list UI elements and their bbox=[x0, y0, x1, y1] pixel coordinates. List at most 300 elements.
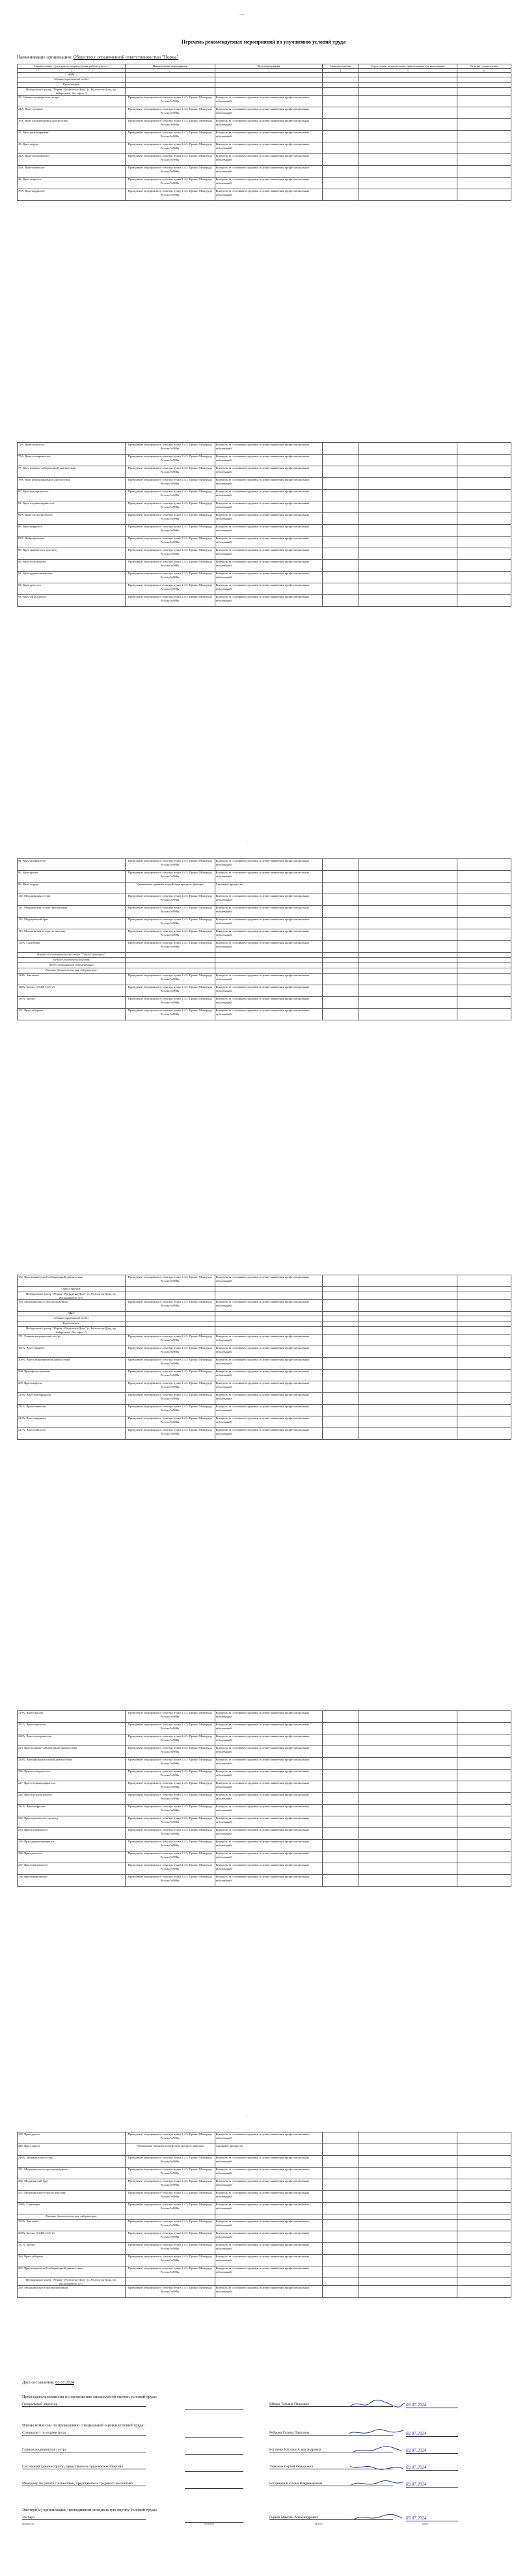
table-row bbox=[18, 1393, 511, 1405]
empty-cell bbox=[457, 958, 511, 963]
workplace-cell: 210А. Врач-эндокринолог bbox=[18, 1393, 126, 1405]
deadline-cell bbox=[323, 1734, 358, 1746]
empty-cell bbox=[125, 1292, 215, 1300]
empty-cell bbox=[215, 73, 323, 77]
department-cell bbox=[358, 548, 457, 560]
workplace-cell: 211А. Врач-гинеколог bbox=[18, 1405, 126, 1416]
measures-table bbox=[17, 858, 511, 1020]
department-cell bbox=[358, 883, 457, 894]
subdivision-row bbox=[18, 77, 511, 83]
status-cell bbox=[457, 1723, 511, 1734]
workplace-cell: 39А. Врач ультразвуковой диагностики bbox=[18, 119, 126, 131]
table-row bbox=[18, 96, 511, 107]
deadline-cell bbox=[323, 1793, 358, 1805]
table-row bbox=[18, 548, 511, 560]
signer-role: Генеральный директор bbox=[22, 2402, 146, 2407]
goal-cell: Контроль за состоянием здоровья и целью выявления профессиональных заболеваний bbox=[215, 906, 323, 918]
measures-table bbox=[17, 1710, 511, 1887]
signer-role: Специалист по охране труда bbox=[22, 2431, 146, 2436]
goal-cell: Контроль за состоянием здоровья и целью выявления профессиональных заболеваний bbox=[215, 2286, 323, 2298]
goal-cell: Контроль за состоянием здоровья и целью выявления профессиональных заболеваний bbox=[215, 96, 323, 107]
status-cell bbox=[457, 1370, 511, 1381]
signer-date: 03.07.2024 bbox=[406, 2448, 458, 2454]
table-row bbox=[18, 1381, 511, 1393]
deadline-cell bbox=[323, 906, 358, 918]
status-cell bbox=[457, 941, 511, 953]
department-cell bbox=[358, 941, 457, 953]
deadline-cell bbox=[323, 941, 358, 953]
deadline-cell bbox=[323, 2156, 358, 2168]
subdivision-name: Отдел продаж bbox=[18, 1287, 126, 1292]
measure-cell: Проведение медицинского осмотра пункт 2.4.3. Приказ Минтруда России №988н bbox=[125, 2220, 215, 2231]
deadline-cell bbox=[323, 1300, 358, 1312]
department-cell bbox=[358, 2243, 457, 2255]
table-row bbox=[18, 2132, 511, 2144]
measure-cell: Проведение медицинского осмотра пункт 2.4.3. Приказ Минтруда России №988н bbox=[125, 1405, 215, 1416]
table-row bbox=[18, 883, 511, 894]
empty-cell bbox=[457, 1327, 511, 1334]
measure-cell: Проведение медицинского осмотра пункт 2.4.3. Приказ Минтруда России №988н bbox=[125, 2191, 215, 2203]
goal-cell: Контроль за состоянием здоровья и целью выявления профессиональных заболеваний bbox=[215, 2243, 323, 2255]
empty-cell bbox=[457, 1287, 511, 1292]
empty-cell bbox=[125, 953, 215, 958]
page-mark: · bbox=[246, 2114, 248, 2120]
department-cell bbox=[358, 2255, 457, 2266]
empty-cell bbox=[358, 2278, 457, 2286]
department-cell bbox=[358, 166, 457, 178]
workplace-cell: 75А. Врач-отоларинголог bbox=[18, 455, 126, 466]
workplace-cell: 95. Врач-уролог bbox=[18, 871, 126, 883]
table-row bbox=[18, 2191, 511, 2203]
deadline-cell bbox=[323, 2266, 358, 2278]
goal-cell: Контроль за состоянием здоровья и целью выявления профессиональных заболеваний bbox=[215, 490, 323, 501]
column-header: Цель мероприятия bbox=[215, 64, 323, 69]
goal-cell: Контроль за состоянием здоровья и целью выявления профессиональных заболеваний bbox=[215, 1393, 323, 1405]
goal-cell: Контроль за состоянием здоровья и целью выявления профессиональных заболеваний bbox=[215, 119, 323, 131]
department-cell bbox=[358, 1734, 457, 1746]
signature-line bbox=[185, 2482, 243, 2489]
signer-date: 03.07.2024 bbox=[406, 2465, 458, 2471]
subdivision-row bbox=[18, 1287, 511, 1292]
empty-cell bbox=[323, 88, 358, 96]
empty-cell bbox=[358, 963, 457, 968]
status-cell bbox=[457, 2132, 511, 2144]
deadline-cell bbox=[323, 166, 358, 178]
document-title: Перечень рекомендуемых мероприятий по улучшению условий труда bbox=[181, 39, 346, 45]
empty-cell bbox=[215, 1321, 323, 1327]
empty-cell bbox=[215, 963, 323, 968]
signature-line bbox=[185, 2448, 243, 2455]
goal-cell: Контроль за состоянием здоровья и целью выявления профессиональных заболеваний bbox=[215, 2132, 323, 2144]
signature-line bbox=[185, 2431, 243, 2438]
department-cell bbox=[358, 119, 457, 131]
table-row bbox=[18, 490, 511, 501]
status-cell bbox=[457, 1393, 511, 1405]
goal-cell: Контроль за состоянием здоровья и целью выявления профессиональных заболеваний bbox=[215, 154, 323, 166]
subdivision-name: Административный отдел bbox=[18, 77, 126, 83]
measures-table bbox=[17, 64, 511, 201]
deadline-cell bbox=[323, 1805, 358, 1816]
measure-cell: Проведение медицинского осмотра пункт 2.4.3. Приказ Минтруда России №988н bbox=[125, 859, 215, 871]
measure-cell: Проведение медицинского осмотра пункт 2.4.3. Приказ Минтруда России №988н bbox=[125, 1358, 215, 1370]
empty-cell bbox=[457, 83, 511, 88]
department-cell bbox=[358, 131, 457, 142]
table-row bbox=[18, 1828, 511, 1840]
column-header: Отметка о выполнении bbox=[457, 64, 511, 69]
table-row bbox=[18, 525, 511, 537]
measure-cell: Проведение медицинского осмотра пункт 2.4.3. Приказ Минтруда России №988н bbox=[125, 166, 215, 178]
deadline-cell bbox=[323, 1370, 358, 1381]
goal-cell: Контроль за состоянием здоровья и целью выявления профессиональных заболеваний bbox=[215, 997, 323, 1009]
workplace-cell: 88. Врач травматолог-ортопед bbox=[18, 548, 126, 560]
status-cell bbox=[457, 1346, 511, 1358]
workplace-cell: 213А. Врач-кардиолог bbox=[18, 1416, 126, 1428]
deadline-cell bbox=[323, 595, 358, 607]
department-cell bbox=[358, 1816, 457, 1828]
status-cell bbox=[457, 1781, 511, 1793]
department-cell bbox=[358, 466, 457, 478]
department-cell bbox=[358, 478, 457, 490]
signer-name: Богданова Наталья Владимировна bbox=[269, 2482, 393, 2486]
department-cell bbox=[358, 1840, 457, 1852]
table-row bbox=[18, 178, 511, 189]
empty-cell bbox=[358, 1327, 457, 1334]
subdivision-name: Клинико-диагностическая лаборатория bbox=[18, 968, 126, 974]
status-cell bbox=[457, 131, 511, 142]
goal-cell: Контроль за состоянием здоровья и целью выявления профессиональных заболеваний bbox=[215, 2203, 323, 2214]
subdivision-row bbox=[18, 1327, 511, 1334]
measure-cell: Проведение медицинского осмотра пункт 2.4.3. Приказ Минтруда России №988н bbox=[125, 490, 215, 501]
department-cell bbox=[358, 2179, 457, 2191]
goal-cell: Контроль за состоянием здоровья и целью выявления профессиональных заболеваний bbox=[215, 859, 323, 871]
signer-role: Системный администратор, представитель трудового коллектива bbox=[22, 2465, 146, 2469]
goal-cell: Контроль за состоянием здоровья и целью выявления профессиональных заболеваний bbox=[215, 1734, 323, 1746]
deadline-cell bbox=[323, 2286, 358, 2298]
goal-cell: Контроль за состоянием здоровья и целью выявления профессиональных заболеваний bbox=[215, 2156, 323, 2168]
department-cell bbox=[358, 859, 457, 871]
goal-cell: Снижение вредности bbox=[215, 883, 323, 894]
empty-cell bbox=[358, 83, 457, 88]
status-cell bbox=[457, 929, 511, 941]
goal-cell: Контроль за состоянием здоровья и целью выявления профессиональных заболеваний bbox=[215, 1358, 323, 1370]
subdivision-name: Научно-исследовательский отдел "Точное медицина" bbox=[18, 953, 126, 958]
table-row bbox=[18, 2220, 511, 2231]
goal-cell: Контроль за состоянием здоровья и целью выявления профессиональных заболеваний bbox=[215, 131, 323, 142]
subdivision-row bbox=[18, 88, 511, 96]
table-row bbox=[18, 2203, 511, 2214]
status-cell bbox=[457, 1793, 511, 1805]
empty-cell bbox=[323, 2278, 358, 2286]
empty-cell bbox=[125, 73, 215, 77]
deadline-cell bbox=[323, 1334, 358, 1346]
table-row bbox=[18, 2243, 511, 2255]
workplace-cell: 80. Врач-колопроктолог bbox=[18, 490, 126, 501]
goal-cell: Контроль за состоянием здоровья и целью выявления профессиональных заболеваний bbox=[215, 595, 323, 607]
status-cell bbox=[457, 1711, 511, 1723]
member-signature-row bbox=[22, 2448, 517, 2458]
goal-cell: Контроль за состоянием здоровья и целью выявления профессиональных заболеваний bbox=[215, 1428, 323, 1440]
department-cell bbox=[358, 1805, 457, 1816]
workplace-cell: 81. Врач-оториноларинголог bbox=[18, 501, 126, 513]
deadline-cell bbox=[323, 929, 358, 941]
status-cell bbox=[457, 560, 511, 572]
status-cell bbox=[457, 2220, 511, 2231]
empty-cell bbox=[215, 953, 323, 958]
workplace-cell: 96. Врач-хирург bbox=[18, 883, 126, 894]
date-label: Дата составления: bbox=[22, 2380, 55, 2385]
subdivision-row bbox=[18, 958, 511, 963]
status-cell bbox=[457, 1734, 511, 1746]
status-cell bbox=[457, 1852, 511, 1863]
status-cell bbox=[457, 154, 511, 166]
status-cell bbox=[457, 119, 511, 131]
department-cell bbox=[358, 142, 457, 154]
goal-cell: Контроль за состоянием здоровья и целью выявления профессиональных заболеваний bbox=[215, 501, 323, 513]
department-cell bbox=[358, 2286, 457, 2298]
page-6 bbox=[5, 2107, 522, 2576]
status-cell bbox=[457, 455, 511, 466]
measure-cell: Проведение медицинского осмотра пункт 2.4.3. Приказ Минтруда России №988н bbox=[125, 548, 215, 560]
empty-cell bbox=[457, 2214, 511, 2220]
empty-cell bbox=[125, 958, 215, 963]
department-cell bbox=[358, 154, 457, 166]
status-cell bbox=[457, 2203, 511, 2214]
department-cell bbox=[358, 997, 457, 1009]
department-cell bbox=[358, 985, 457, 997]
measure-cell: Проведение медицинского осмотра пункт 2.4.3. Приказ Минтруда России №988н bbox=[125, 1793, 215, 1805]
table-row bbox=[18, 154, 511, 166]
status-cell bbox=[457, 1416, 511, 1428]
deadline-cell bbox=[323, 2243, 358, 2255]
goal-cell: Контроль за состоянием здоровья и целью выявления профессиональных заболеваний bbox=[215, 583, 323, 595]
status-cell bbox=[457, 2243, 511, 2255]
table-row bbox=[18, 997, 511, 1009]
table-row bbox=[18, 1863, 511, 1875]
subdivision-name: Медико-генетический центр bbox=[18, 958, 126, 963]
goal-cell: Контроль за состоянием здоровья и целью выявления профессиональных заболеваний bbox=[215, 1009, 323, 1020]
table-row bbox=[18, 1275, 511, 1287]
goal-cell: Контроль за состоянием здоровья и целью выявления профессиональных заболеваний bbox=[215, 1405, 323, 1416]
measure-cell: Проведение медицинского осмотра пункт 2.4.3. Приказ Минтруда России №988н bbox=[125, 1370, 215, 1381]
empty-cell bbox=[125, 2278, 215, 2286]
department-cell bbox=[358, 906, 457, 918]
empty-cell bbox=[323, 2214, 358, 2220]
workplace-cell: 92. Врач-диетолог bbox=[18, 583, 126, 595]
goal-cell: Контроль за состоянием здоровья и целью выявления профессиональных заболеваний bbox=[215, 1793, 323, 1805]
table-row bbox=[18, 1416, 511, 1428]
section-header: АХЧ bbox=[18, 73, 126, 77]
goal-cell: Контроль за состоянием здоровья и целью выявления профессиональных заболеваний bbox=[215, 1758, 323, 1770]
measure-cell: Проведение медицинского осмотра пункт 2.4.3. Приказ Минтруда России №988н bbox=[125, 537, 215, 548]
chair-label: Председатель комиссии по проведению специальной оценки условий труда: bbox=[22, 2395, 157, 2399]
deadline-cell bbox=[323, 548, 358, 560]
status-cell bbox=[457, 525, 511, 537]
status-cell bbox=[457, 537, 511, 548]
status-cell bbox=[457, 2231, 511, 2243]
status-cell bbox=[457, 478, 511, 490]
deadline-cell bbox=[323, 119, 358, 131]
status-cell bbox=[457, 1863, 511, 1875]
signature-block bbox=[22, 2380, 517, 2569]
table-row bbox=[18, 595, 511, 607]
goal-cell: Контроль за состоянием здоровья и целью выявления профессиональных заболеваний bbox=[215, 478, 323, 490]
table-row bbox=[18, 2286, 511, 2298]
goal-cell: Контроль за состоянием здоровья и целью выявления профессиональных заболеваний bbox=[215, 107, 323, 119]
department-cell bbox=[358, 1300, 457, 1312]
deadline-cell bbox=[323, 525, 358, 537]
measures-table bbox=[17, 442, 511, 607]
measure-cell: Проведение медицинского осмотра пункт 2.4.3. Приказ Минтруда России №988н bbox=[125, 1852, 215, 1863]
empty-cell bbox=[457, 1316, 511, 1321]
goal-cell: Контроль за состоянием здоровья и целью выявления профессиональных заболеваний bbox=[215, 525, 323, 537]
workplace-cell: 87А. Нейрофизиолог bbox=[18, 537, 126, 548]
department-cell bbox=[358, 96, 457, 107]
subdivision-name: Медицинский центр "Норма - Ростов-на-Дону" (г. Ростов-на-Дону, пр. Задорожня, 25е, офис 1) bbox=[18, 88, 126, 96]
expert-label: Эксперт(ы) организации, проводившей специальную оценку условий труда: bbox=[22, 2508, 157, 2512]
goal-cell: Контроль за состоянием здоровья и целью выявления профессиональных заболеваний bbox=[215, 1746, 323, 1758]
caption-role: (должность) bbox=[22, 2523, 34, 2525]
workplace-cell: 23. Главная медицинская сестра bbox=[18, 96, 126, 107]
workplace-cell: 86. Врач-нефролог bbox=[18, 525, 126, 537]
department-cell bbox=[358, 1770, 457, 1781]
table-row bbox=[18, 560, 511, 572]
table-row bbox=[18, 1300, 511, 1312]
table-row bbox=[18, 166, 511, 178]
table-row bbox=[18, 941, 511, 953]
measure-cell: Проведение медицинского осмотра пункт 2.4.3. Приказ Минтруда России №988н bbox=[125, 1828, 215, 1840]
deadline-cell bbox=[323, 2255, 358, 2266]
caption-name: (Ф.И.О.) bbox=[315, 2523, 324, 2525]
table-row bbox=[18, 2179, 511, 2191]
column-header-row bbox=[18, 64, 511, 69]
status-cell bbox=[457, 2255, 511, 2266]
deadline-cell bbox=[323, 1711, 358, 1723]
status-cell bbox=[457, 1300, 511, 1312]
workplace-cell: 46. Врач-невролог bbox=[18, 178, 126, 189]
empty-cell bbox=[323, 1327, 358, 1334]
department-cell bbox=[358, 1863, 457, 1875]
empty-cell bbox=[215, 2214, 323, 2220]
table-row bbox=[18, 906, 511, 918]
chair-signature-row bbox=[22, 2402, 517, 2413]
workplace-cell: 71А. Врач-гематолог bbox=[18, 443, 126, 455]
goal-cell: Контроль за состоянием здоровья и целью выявления профессиональных заболеваний bbox=[215, 1723, 323, 1734]
measure-cell: Проведение медицинского осмотра пункт 2.4.3. Приказ Минтруда России №988н bbox=[125, 985, 215, 997]
column-number: 2 bbox=[125, 68, 215, 73]
department-cell bbox=[358, 871, 457, 883]
deadline-cell bbox=[323, 985, 358, 997]
workplace-cell: 158. Медицинская сестра процедурная bbox=[18, 1300, 126, 1312]
workplace-cell: 268А. Биолог (SARS-CoV-2) bbox=[18, 2231, 126, 2243]
empty-cell bbox=[457, 968, 511, 974]
measure-cell: Проведение медицинского осмотра пункт 2.4.3. Приказ Минтруда России №988н bbox=[125, 2255, 215, 2266]
empty-cell bbox=[215, 968, 323, 974]
signer-name: Гиреев Максим Александрович bbox=[269, 2516, 393, 2520]
measure-cell: Проведение медицинского осмотра пункт 2.4.3. Приказ Минтруда России №988н bbox=[125, 583, 215, 595]
goal-cell: Контроль за состоянием здоровья и целью выявления профессиональных заболеваний bbox=[215, 560, 323, 572]
deadline-cell bbox=[323, 107, 358, 119]
empty-cell bbox=[457, 1292, 511, 1300]
subdivision-row bbox=[18, 1292, 511, 1300]
department-cell bbox=[358, 1334, 457, 1346]
status-cell bbox=[457, 2191, 511, 2203]
department-cell bbox=[358, 107, 457, 119]
workplace-cell: 89. Врач-пульмонолог bbox=[18, 560, 126, 572]
department-cell bbox=[358, 537, 457, 548]
status-cell bbox=[457, 1875, 511, 1887]
workplace-cell: 151. Врач-лаборант bbox=[18, 1009, 126, 1020]
status-cell bbox=[457, 859, 511, 871]
goal-cell: Контроль за состоянием здоровья и целью выявления профессиональных заболеваний bbox=[215, 2179, 323, 2191]
table-row bbox=[18, 2168, 511, 2179]
measure-cell: Проведение медицинского осмотра пункт 2.4.3. Приказ Минтруда России №988н bbox=[125, 906, 215, 918]
department-cell bbox=[358, 513, 457, 525]
workplace-cell: 70А. Врач-кардиолог bbox=[18, 189, 126, 201]
empty-cell bbox=[358, 968, 457, 974]
signer-name: Лиманов Сергей Федорович bbox=[269, 2465, 393, 2469]
workplace-cell: 257. Медицинская сестра по массажу bbox=[18, 2191, 126, 2203]
table-row bbox=[18, 985, 511, 997]
table-row bbox=[18, 2156, 511, 2168]
table-row bbox=[18, 1723, 511, 1734]
department-cell bbox=[358, 455, 457, 466]
workplace-cell: 42. Врач-физиотерапевт bbox=[18, 131, 126, 142]
date-line bbox=[22, 2380, 517, 2385]
deadline-cell bbox=[323, 974, 358, 985]
subdivision-row bbox=[18, 1316, 511, 1321]
subdivision-row bbox=[18, 2214, 511, 2220]
empty-cell bbox=[457, 1321, 511, 1327]
empty-cell bbox=[125, 1316, 215, 1321]
section-header-row bbox=[18, 1312, 511, 1316]
signer-date: 03.07.2024 bbox=[406, 2431, 458, 2437]
deadline-cell bbox=[323, 2203, 358, 2214]
empty-cell bbox=[125, 77, 215, 83]
status-cell bbox=[457, 1275, 511, 1287]
department-cell bbox=[358, 2266, 457, 2278]
signer-name: Шварц Татьяна Павловна bbox=[269, 2402, 393, 2407]
deadline-cell bbox=[323, 1840, 358, 1852]
goal-cell: Контроль за состоянием здоровья и целью выявления профессиональных заболеваний bbox=[215, 894, 323, 906]
workplace-cell: 221А. Врач-гематолог bbox=[18, 1723, 126, 1734]
workplace-cell: 292. Медицинская сестра процедурная bbox=[18, 2286, 126, 2298]
table-row bbox=[18, 1770, 511, 1781]
empty-cell bbox=[323, 1312, 358, 1316]
measure-cell: Проведение медицинского осмотра пункт 2.4.3. Приказ Минтруда России №988н bbox=[125, 1805, 215, 1816]
measure-cell: Проведение медицинского осмотра пункт 2.4.3. Приказ Минтруда России №988н bbox=[125, 1781, 215, 1793]
workplace-cell: 271А. Биолог bbox=[18, 2243, 126, 2255]
signer-role: Менеджер по работе с клиентами, представитель трудового коллектива bbox=[22, 2482, 146, 2486]
deadline-cell bbox=[323, 131, 358, 142]
workplace-cell: 208. Врач-физиотерапевт bbox=[18, 1370, 126, 1381]
measure-cell: Проведение медицинского осмотра пункт 2.4.3. Приказ Минтруда России №988н bbox=[125, 455, 215, 466]
table-row bbox=[18, 1758, 511, 1770]
table-row bbox=[18, 1781, 511, 1793]
department-cell bbox=[358, 1358, 457, 1370]
deadline-cell bbox=[323, 1746, 358, 1758]
goal-cell: Контроль за состоянием здоровья и целью выявления профессиональных заболеваний bbox=[215, 871, 323, 883]
workplace-cell: 224А. Врач функциональной диагностики bbox=[18, 1758, 126, 1770]
goal-cell: Контроль за состоянием здоровья и целью выявления профессиональных заболеваний bbox=[215, 572, 323, 583]
deadline-cell bbox=[323, 2191, 358, 2203]
measure-cell: Проведение медицинского осмотра пункт 2.4.3. Приказ Минтруда России №988н bbox=[125, 1816, 215, 1828]
table-row bbox=[18, 1746, 511, 1758]
status-cell bbox=[457, 2266, 511, 2278]
goal-cell: Контроль за состоянием здоровья и целью выявления профессиональных заболеваний bbox=[215, 513, 323, 525]
deadline-cell bbox=[323, 2231, 358, 2243]
table-row bbox=[18, 501, 511, 513]
status-cell bbox=[457, 583, 511, 595]
